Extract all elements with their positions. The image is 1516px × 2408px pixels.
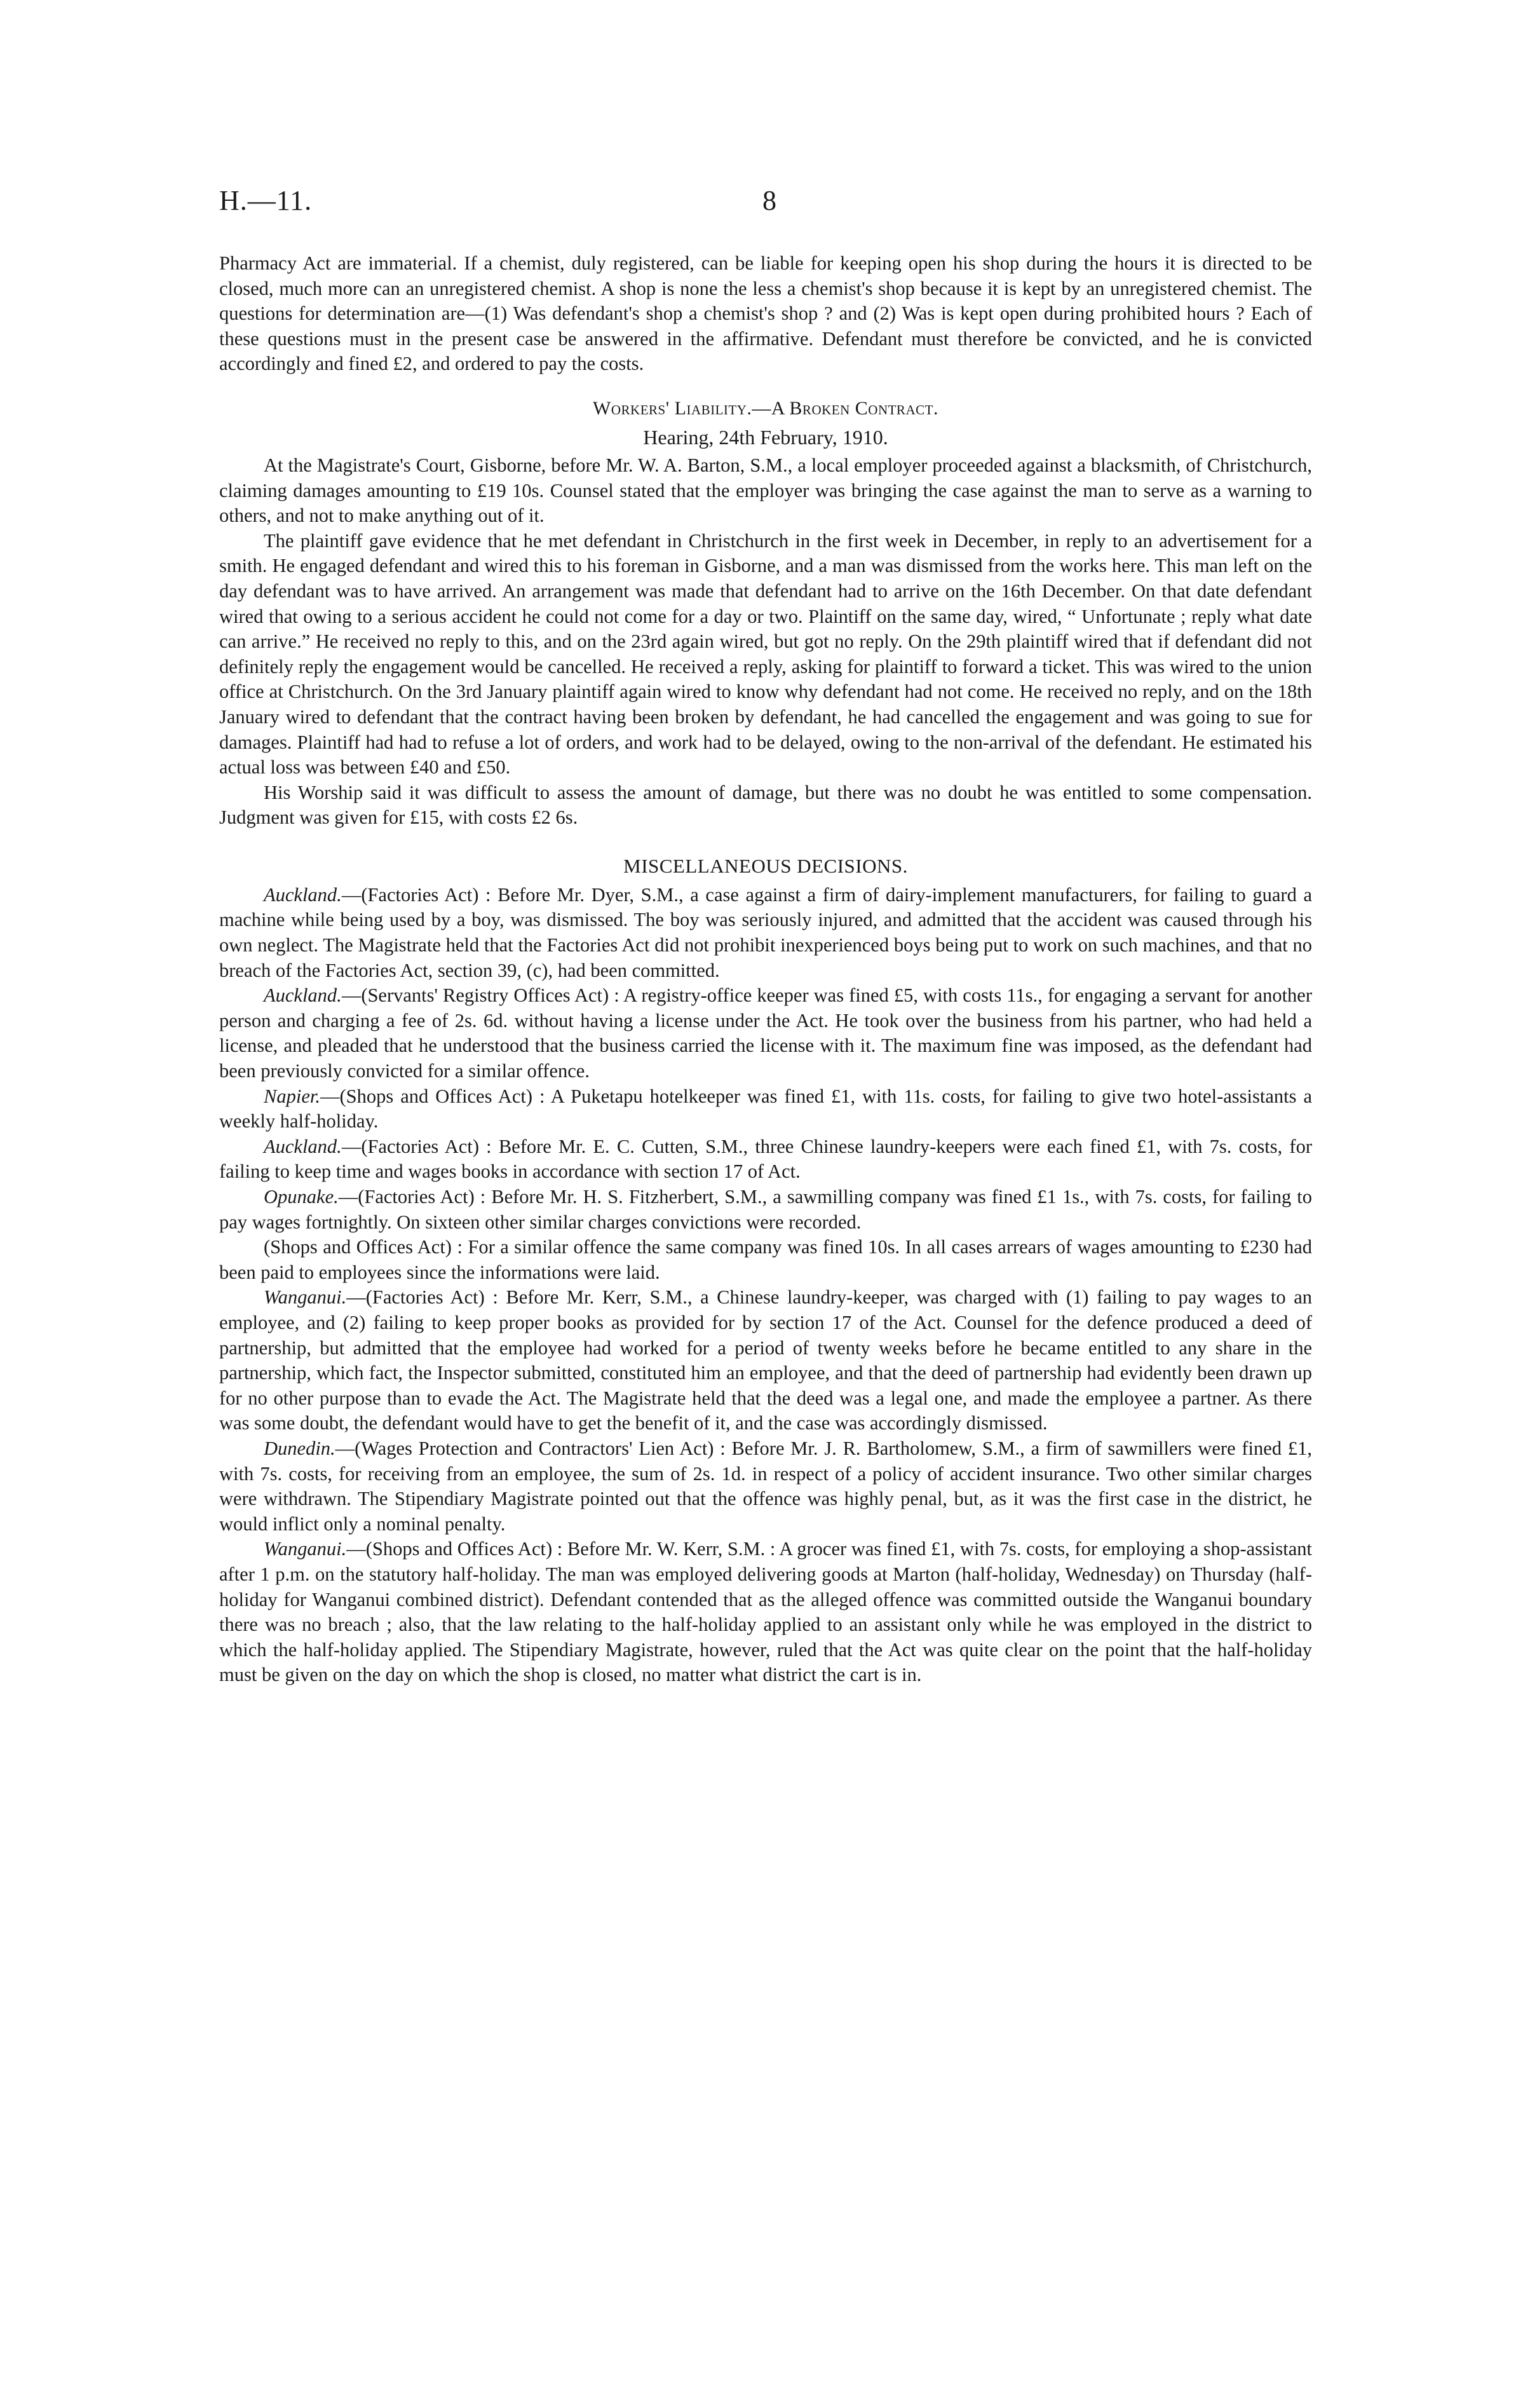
- page-number: 8: [762, 185, 776, 216]
- continued-paragraph: Pharmacy Act are immaterial. If a chemist, duly registered, can be liable for keeping open his shop during the hours it is directed to be closed, much more can an unregistered chemist. A shop is none the less a chemist's shop because it is kept by an unregistered chemist. The questions for determination are—(1) Was defendant's shop a chemist's shop ? and (2) Was is kept open during prohibited hours ? Each of these questions must in the present case be answered in the affirmative. Defendant must therefore be convicted, and he is convicted accordingly and fined £2, and ordered to pay the costs.: [219, 252, 1312, 375]
- decision-entry: [219, 1285, 1312, 1436]
- decision-text: —(Shops and Offices Act) : A Puketapu hotelkeeper was fined £1, with 11s. costs, for failing to give two hotel-assistants a weekly half-holiday.: [219, 1085, 1312, 1133]
- decision-entry: [219, 983, 1312, 1084]
- decision-text: —(Factories Act) : Before Mr. H. S. Fitzherbert, S.M., a sawmilling company was fined £1 1s., with 7s. costs, for failing to pay wages fortnightly. On sixteen other similar charges convictions were recorded.: [219, 1186, 1312, 1233]
- decision-entry: [219, 1084, 1312, 1134]
- decision-place: Napier.: [264, 1085, 320, 1107]
- paragraph: At the Magistrate's Court, Gisborne, before Mr. W. A. Barton, S.M., a local employer proceeded against a blacksmith, of Christchurch, claiming damages amounting to £19 10s. Counsel stated that the employer was bringing the case against the man to serve as a warning to others, and not to make anything out of it.: [219, 454, 1312, 527]
- decision-text: —(Factories Act) : Before Mr. Kerr, S.M., a Chinese laundry-keeper, was charged with (1) failing to pay wages to an employee, and (2) failing to keep proper books as provided for by section 17 of the Act. Counsel for the defence produced a deed of partnership, but admitted that the employee had worked for a period of twenty weeks before he became entitled to any share in the partnership, which fact, the Inspector submitted, constituted him an employee, and that the deed of partnership had evidently been drawn up for no other purpose than to evade the Act. The Magistrate held that the deed was a legal one, and made the employee a partner. As there was some doubt, the defendant would have to get the benefit of it, and the case was accordingly dismissed.: [219, 1286, 1312, 1434]
- section-title-miscellaneous: MISCELLANEOUS DECISIONS.: [623, 854, 908, 877]
- section-title-workers-liability: [219, 396, 1312, 421]
- decision-place: Auckland.: [264, 1135, 342, 1157]
- paragraph: The plaintiff gave evidence that he met defendant in Christchurch in the first week in December, in reply to an advertisement for a smith. He engaged defendant and wired this to his foreman in Gisborne, and a man was dismissed from the works here. This man left on the day defendant was to have arrived. An arrangement was made that defendant had to arrive on the 16th December. On that date defendant wired that owing to a serious accident he could not come for a day or two. Plaintiff on the same day, wired, “ Unfortunate ; reply what date can arrive.” He received no reply to this, and on the 23rd again wired, but got no reply. On the 29th plaintiff wired that if defendant did not definitely reply the engagement would be cancelled. He received a reply, asking for plaintiff to forward a ticket. This was wired to the union office at Christchurch. On the 3rd January plaintiff again wired to know why defendant had not come. He received no reply, and on the 18th January wired to defendant that the contract having been broken by defendant, he had cancelled the engagement and was going to sue for damages. Plaintiff had had to refuse a lot of orders, and work had to be delayed, owing to the non-arrival of the defendant. He estimated his actual loss was between £40 and £50.: [219, 529, 1312, 779]
- hearing-date: Hearing, 24th February, 1910.: [643, 425, 888, 449]
- paragraph: His Worship said it was difficult to assess the amount of damage, but there was no doubt he was entitled to some compensation. Judgment was given for £15, with costs £2 6s.: [219, 781, 1312, 829]
- decision-entry: [219, 1436, 1312, 1537]
- decision-entry: [219, 1185, 1312, 1235]
- decision-text: —(Factories Act) : Before Mr. E. C. Cutten, S.M., three Chinese laundry-keepers were each fined £1, with 7s. costs, for failing to keep time and wages books in accordance with section 17 of Act.: [219, 1135, 1312, 1183]
- document-reference: H.—11.: [219, 185, 313, 216]
- section-title-text: Workers' Liability.—A Broken Contract.: [593, 397, 938, 419]
- decision-place: Wanganui.: [264, 1538, 347, 1560]
- decision-text: —(Factories Act) : Before Mr. Dyer, S.M., a case against a firm of dairy-implement manufacturers, for failing to guard a machine while being used by a boy, was dismissed. The boy was seriously injured, and admitted that the accident was caused through his own neglect. The Magistrate held that the Factories Act did not prohibit inexperienced boys being put to work on such machines, and that no breach of the Factories Act, section 39, (c), had been committed.: [219, 883, 1312, 981]
- decision-entry: [219, 1134, 1312, 1185]
- decision-place: Auckland.: [264, 883, 342, 906]
- decision-text: —(Wages Protection and Contractors' Lien Act) : Before Mr. J. R. Bartholomew, S.M., a firm of sawmillers were fined £1, with 7s. costs, for receiving from an employee, the sum of 2s. 1d. in respect of a policy of accident insurance. Two other similar charges were withdrawn. The Stipendiary Magistrate pointed out that the offence was highly penal, but, as it was the first case in the district, he would inflict only a nominal penalty.: [219, 1437, 1312, 1535]
- decision-entry: [219, 883, 1312, 983]
- page-header: [219, 184, 1312, 229]
- decision-place: Dunedin.: [264, 1437, 335, 1459]
- decision-text: (Shops and Offices Act) : For a similar offence the same company was fined 10s. In all cases arrears of wages amounting to £230 had been paid to employees since the informations were laid.: [219, 1236, 1312, 1283]
- decision-place: Wanganui.: [264, 1286, 347, 1309]
- decision-text: —(Servants' Registry Offices Act) : A registry-office keeper was fined £5, with costs 11s., for engaging a servant for another person and charging a fee of 2s. 6d. without having a license under the Act. He took over the business from his partner, who had held a license, and pleaded that he understood that the business carried the license with it. The maximum fine was imposed, as the defendant had been previously convicted for a similar offence.: [219, 984, 1312, 1082]
- document-body: [219, 251, 1312, 1688]
- decision-entry: [219, 1537, 1312, 1688]
- decision-place: Auckland.: [264, 984, 342, 1007]
- decision-entry: [219, 1235, 1312, 1285]
- decision-place: Opunake.: [264, 1186, 339, 1207]
- decision-text: —(Shops and Offices Act) : Before Mr. W. Kerr, S.M. : A grocer was fined £1, with 7s. costs, for employing a shop-assistant after 1 p.m. on the statutory half-holiday. The man was employed delivering goods at Marton (half-holiday, Wednesday) on Thursday (half-holiday for Wanganui combined district). Defendant contended that as the alleged offence was committed outside the Wanganui boundary there was no breach ; also, that the law relating to the half-holiday applied to an assistant only while he was employed in the district to which the half-holiday applied. The Stipendiary Magistrate, however, ruled that the Act was quite clear on the point that the half-holiday must be given on the day on which the shop is closed, no matter what district the cart is in.: [219, 1538, 1312, 1686]
